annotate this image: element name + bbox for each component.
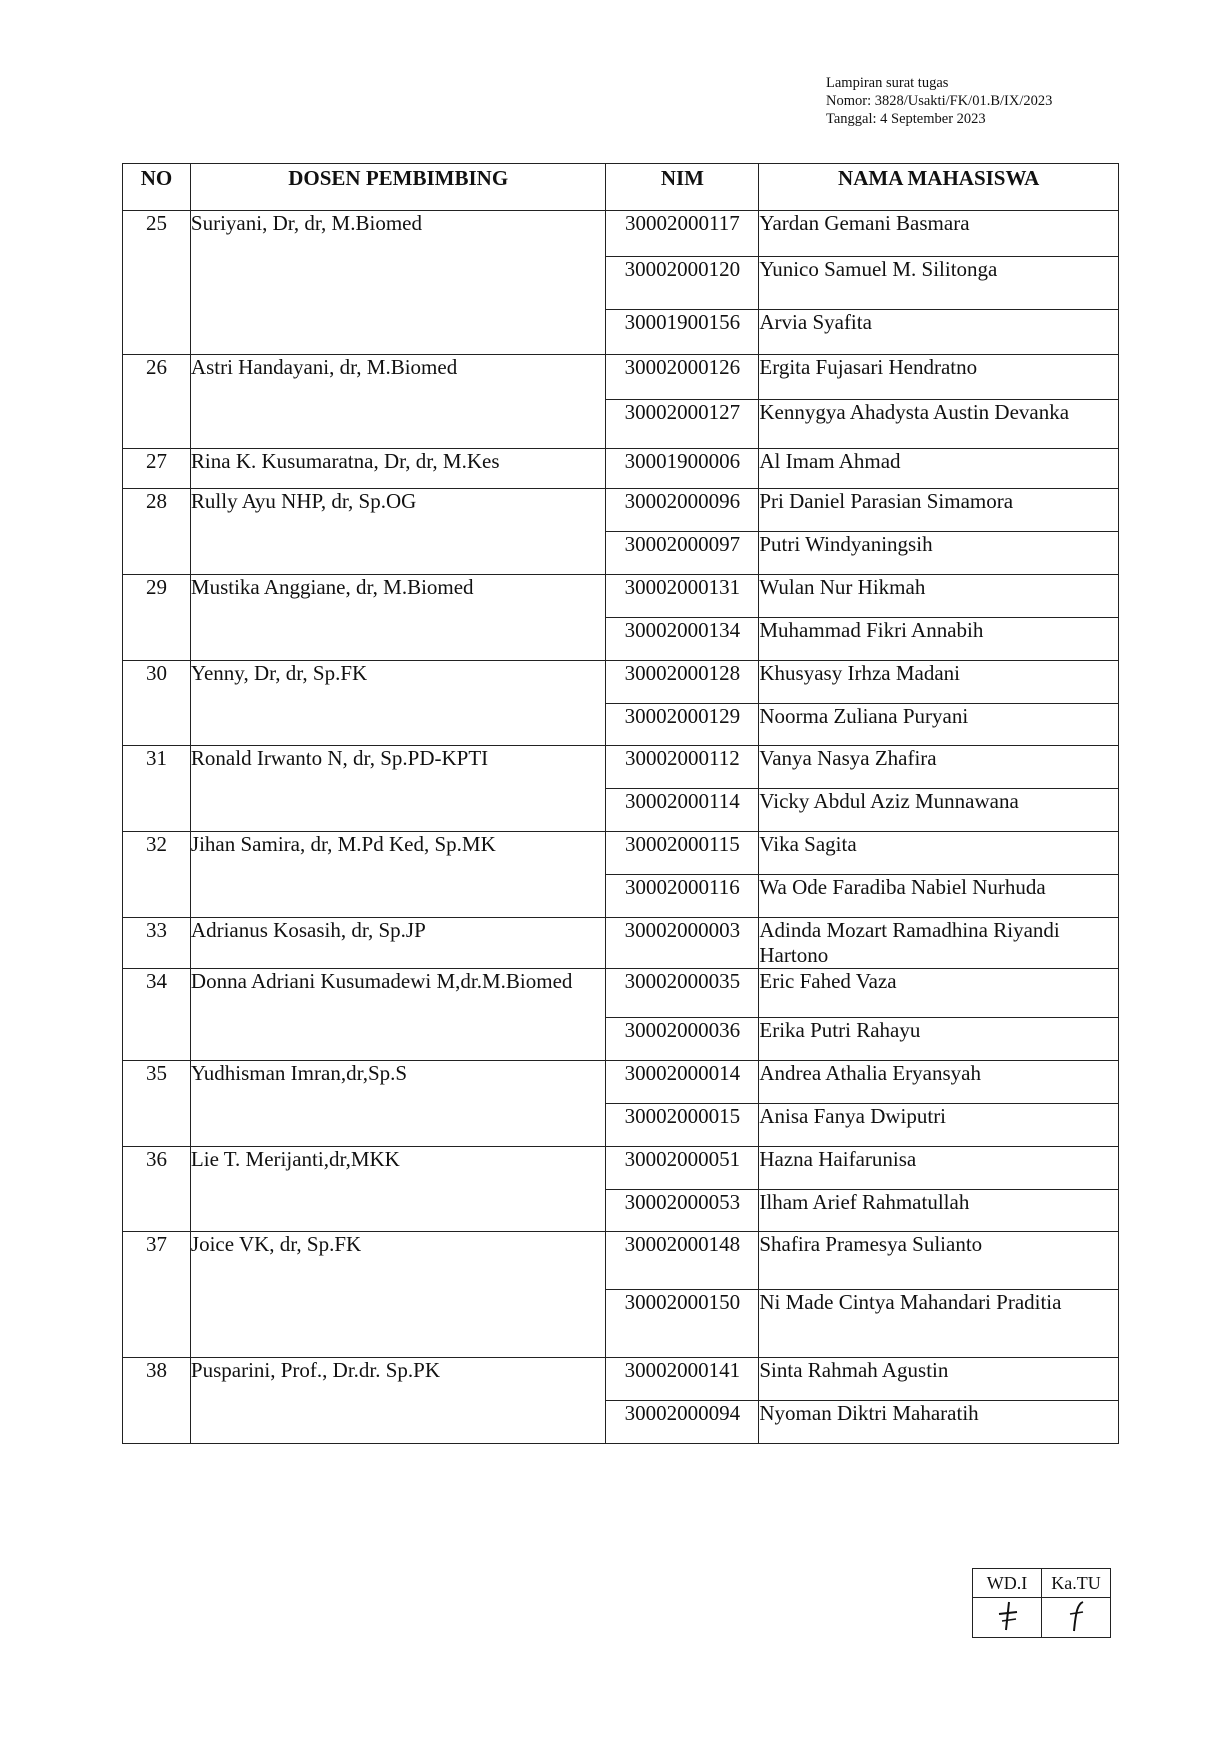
initials-wd1 [973, 1598, 1042, 1638]
cell-dosen: Donna Adriani Kusumadewi M,dr.M.Biomed [190, 969, 606, 1061]
header-number: Nomor: 3828/Usakti/FK/01.B/IX/2023 [826, 93, 1053, 109]
initials-katu [1042, 1598, 1111, 1638]
cell-nim: 30002000134 [606, 618, 759, 661]
cell-dosen: Joice VK, dr, Sp.FK [190, 1232, 606, 1358]
cell-nim: 30002000148 [606, 1232, 759, 1290]
cell-nim: 30002000014 [606, 1061, 759, 1104]
table-row [123, 1061, 1119, 1104]
cell-nama: Shafira Pramesya Sulianto [759, 1232, 1119, 1290]
cell-nama: Arvia Syafita [759, 310, 1119, 355]
cell-nama: Khusyasy Irhza Madani [759, 661, 1119, 704]
cell-nim: 30002000035 [606, 969, 759, 1018]
table-row [123, 1147, 1119, 1190]
cell-dosen: Mustika Anggiane, dr, M.Biomed [190, 575, 606, 661]
cell-dosen: Rina K. Kusumaratna, Dr, dr, M.Kes [190, 449, 606, 489]
cell-nama: Wa Ode Faradiba Nabiel Nurhuda [759, 875, 1119, 918]
header-date: Tanggal: 4 September 2023 [826, 111, 986, 127]
cell-dosen: Ronald Irwanto N, dr, Sp.PD-KPTI [190, 746, 606, 832]
cell-nim: 30002000131 [606, 575, 759, 618]
table-row [123, 489, 1119, 532]
cell-nama: Andrea Athalia Eryansyah [759, 1061, 1119, 1104]
column-header-dosen: DOSEN PEMBIMBING [190, 164, 606, 211]
cell-nim: 30002000036 [606, 1018, 759, 1061]
cell-nama: Adinda Mozart Ramadhina Riyandi Hartono [759, 918, 1119, 969]
cell-no: 33 [123, 918, 191, 969]
cell-nim: 30002000127 [606, 400, 759, 449]
table-row [123, 355, 1119, 400]
cell-nama: Noorma Zuliana Puryani [759, 704, 1119, 746]
table-row [123, 211, 1119, 257]
cell-nama: Ni Made Cintya Mahandari Praditia [759, 1290, 1119, 1358]
initial-wd1-mark [987, 1598, 1027, 1632]
cell-no: 30 [123, 661, 191, 746]
cell-nim: 30002000112 [606, 746, 759, 789]
cell-nim: 30002000150 [606, 1290, 759, 1358]
table-row [123, 918, 1119, 969]
column-header-nim: NIM [606, 164, 759, 211]
cell-nim: 30002000126 [606, 355, 759, 400]
cell-no: 35 [123, 1061, 191, 1147]
cell-nim: 30002000015 [606, 1104, 759, 1147]
cell-nim: 30002000116 [606, 875, 759, 918]
supervisor-table [122, 163, 1119, 1444]
cell-no: 27 [123, 449, 191, 489]
cell-nama: Pri Daniel Parasian Simamora [759, 489, 1119, 532]
cell-nama: Ergita Fujasari Hendratno [759, 355, 1119, 400]
header-title: Lampiran surat tugas [826, 75, 949, 91]
cell-dosen: Rully Ayu NHP, dr, Sp.OG [190, 489, 606, 575]
cell-no: 31 [123, 746, 191, 832]
cell-nama: Nyoman Diktri Maharatih [759, 1401, 1119, 1444]
cell-nim: 30001900156 [606, 310, 759, 355]
table-row [123, 1232, 1119, 1290]
cell-nama: Kennygya Ahadysta Austin Devanka [759, 400, 1119, 449]
cell-nim: 30002000097 [606, 532, 759, 575]
cell-no: 36 [123, 1147, 191, 1232]
cell-no: 28 [123, 489, 191, 575]
table-row [123, 1358, 1119, 1401]
cell-dosen: Suriyani, Dr, dr, M.Biomed [190, 211, 606, 355]
table-row [123, 746, 1119, 789]
table-header-row [123, 164, 1119, 211]
cell-no: 32 [123, 832, 191, 918]
initials-label-wd1: WD.I [973, 1569, 1042, 1598]
cell-nama: Anisa Fanya Dwiputri [759, 1104, 1119, 1147]
cell-nim: 30001900006 [606, 449, 759, 489]
cell-dosen: Pusparini, Prof., Dr.dr. Sp.PK [190, 1358, 606, 1444]
cell-nama: Wulan Nur Hikmah [759, 575, 1119, 618]
table-row [123, 575, 1119, 618]
document-header [826, 74, 1052, 128]
table-body [123, 211, 1119, 1444]
cell-nama: Sinta Rahmah Agustin [759, 1358, 1119, 1401]
cell-no: 29 [123, 575, 191, 661]
cell-dosen: Yudhisman Imran,dr,Sp.S [190, 1061, 606, 1147]
cell-nim: 30002000128 [606, 661, 759, 704]
initial-katu-mark [1056, 1598, 1096, 1632]
cell-nim: 30002000094 [606, 1401, 759, 1444]
cell-nama: Muhammad Fikri Annabih [759, 618, 1119, 661]
cell-nama: Vanya Nasya Zhafira [759, 746, 1119, 789]
cell-nama: Al Imam Ahmad [759, 449, 1119, 489]
cell-nama: Putri Windyaningsih [759, 532, 1119, 575]
cell-dosen: Lie T. Merijanti,dr,MKK [190, 1147, 606, 1232]
table-row [123, 969, 1119, 1018]
table-row [123, 449, 1119, 489]
cell-dosen: Adrianus Kosasih, dr, Sp.JP [190, 918, 606, 969]
column-header-no: NO [123, 164, 191, 211]
cell-nama: Erika Putri Rahayu [759, 1018, 1119, 1061]
cell-no: 34 [123, 969, 191, 1061]
cell-nama: Yunico Samuel M. Silitonga [759, 257, 1119, 310]
cell-dosen: Yenny, Dr, dr, Sp.FK [190, 661, 606, 746]
cell-nim: 30002000115 [606, 832, 759, 875]
table-row [123, 661, 1119, 704]
cell-nim: 30002000117 [606, 211, 759, 257]
initials-box [972, 1568, 1111, 1638]
cell-nama: Yardan Gemani Basmara [759, 211, 1119, 257]
cell-nim: 30002000096 [606, 489, 759, 532]
cell-nim: 30002000053 [606, 1190, 759, 1232]
cell-nama: Hazna Haifarunisa [759, 1147, 1119, 1190]
cell-nim: 30002000114 [606, 789, 759, 832]
cell-nim: 30002000051 [606, 1147, 759, 1190]
cell-no: 25 [123, 211, 191, 355]
cell-nama: Vicky Abdul Aziz Munnawana [759, 789, 1119, 832]
cell-dosen: Astri Handayani, dr, M.Biomed [190, 355, 606, 449]
cell-nama: Vika Sagita [759, 832, 1119, 875]
cell-nim: 30002000141 [606, 1358, 759, 1401]
cell-no: 26 [123, 355, 191, 449]
cell-nim: 30002000129 [606, 704, 759, 746]
column-header-nama: NAMA MAHASISWA [759, 164, 1119, 211]
cell-nim: 30002000003 [606, 918, 759, 969]
cell-nim: 30002000120 [606, 257, 759, 310]
cell-dosen: Jihan Samira, dr, M.Pd Ked, Sp.MK [190, 832, 606, 918]
cell-nama: Eric Fahed Vaza [759, 969, 1119, 1018]
cell-nama: Ilham Arief Rahmatullah [759, 1190, 1119, 1232]
cell-no: 38 [123, 1358, 191, 1444]
cell-no: 37 [123, 1232, 191, 1358]
table-row [123, 832, 1119, 875]
initials-label-katu: Ka.TU [1042, 1569, 1111, 1598]
